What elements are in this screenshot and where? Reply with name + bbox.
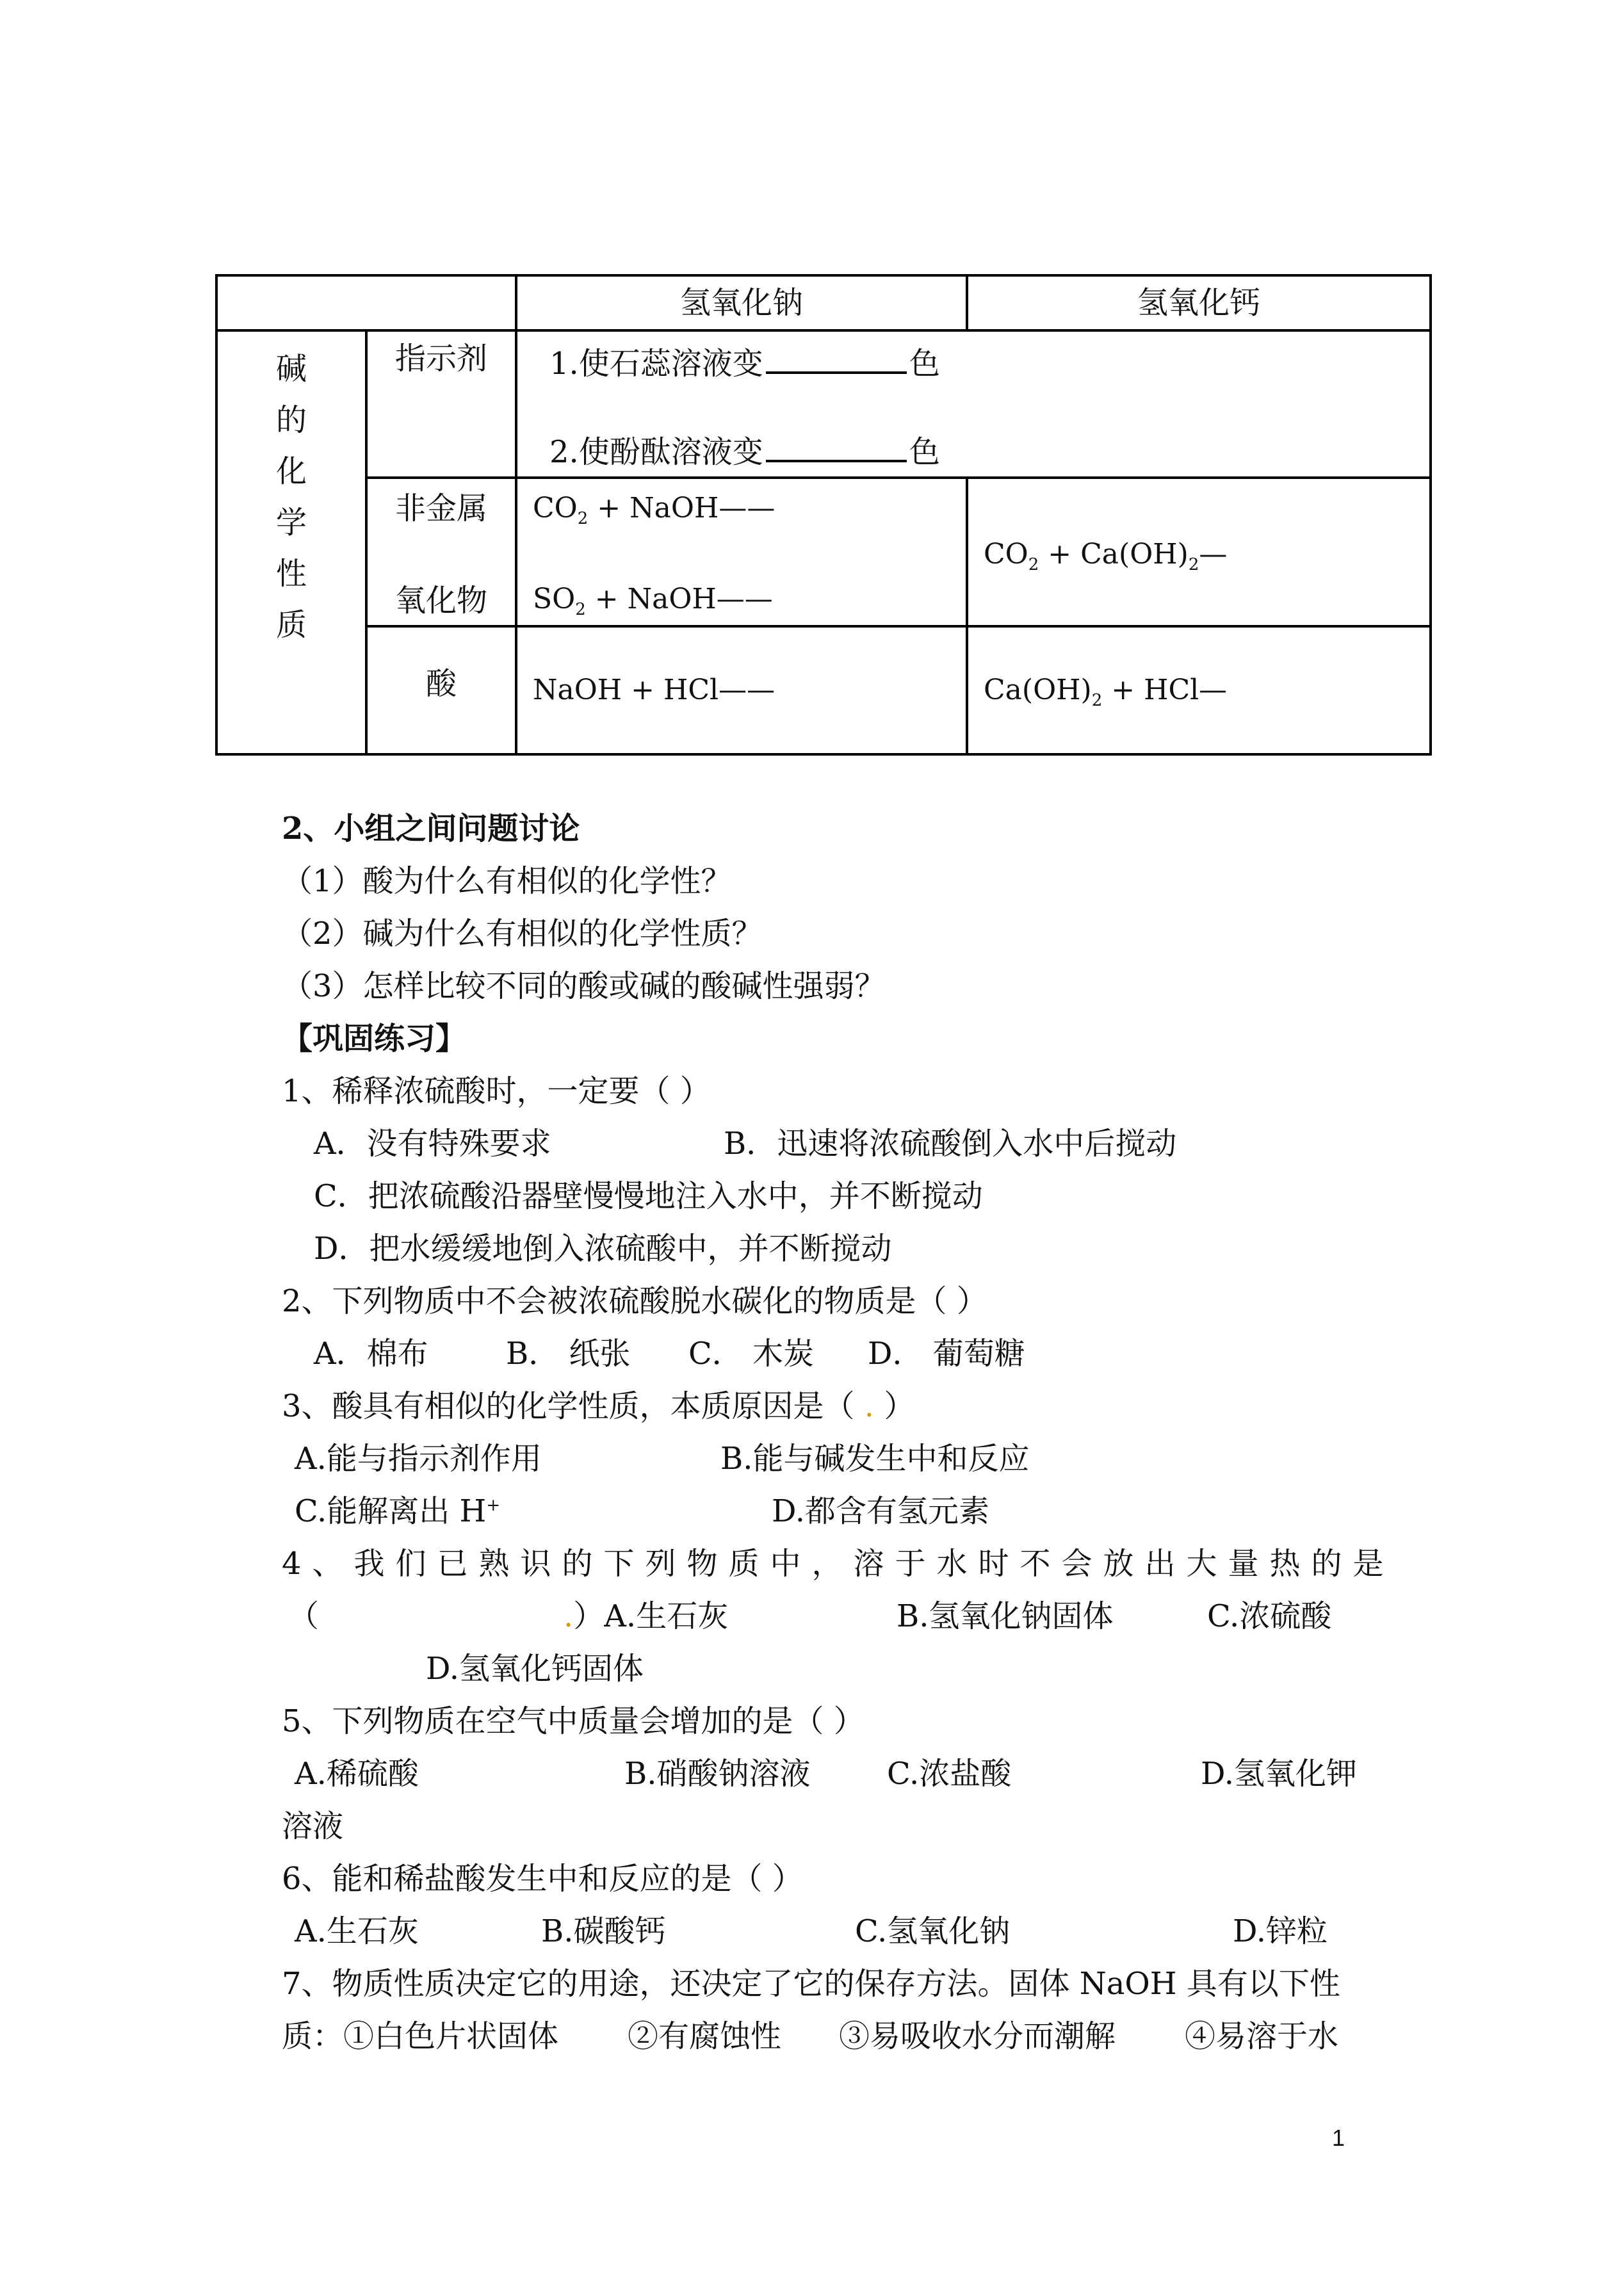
option-text: ）A.生石灰	[573, 1598, 729, 1634]
eq-text: —	[1199, 538, 1228, 571]
acid-label: 酸	[425, 666, 457, 702]
question-3-option-a: A.能与指示剂作用	[295, 1441, 542, 1477]
stray-dot: .	[564, 1598, 574, 1634]
eq-subscript: 2	[577, 508, 589, 528]
question-7-item-2: ②有腐蚀性	[628, 2018, 782, 2054]
caoh-hcl-equation	[984, 676, 1227, 709]
question-5-stem: 5、下列物质在空气中质量会增加的是（ ）	[282, 1703, 865, 1739]
question-2-stem: 2、下列物质中不会被浓硫酸脱水碳化的物质是（ ）	[282, 1283, 987, 1319]
eq-subscript: 2	[575, 599, 586, 619]
base-properties-table	[215, 274, 1432, 756]
nonmetal-oxide-naoh-cell	[516, 478, 967, 626]
stem-text: ）	[874, 1388, 915, 1424]
indicator-line-1-suffix: 色	[909, 346, 940, 382]
question-2-option-d: D． 葡萄糖	[868, 1336, 1025, 1372]
question-1-option-b: B．迅速将浓硫酸倒入水中后搅动	[724, 1126, 1177, 1162]
question-4-option-d: D.氢氧化钙固体	[426, 1651, 644, 1687]
discussion-question-2: （2）碱为什么有相似的化学性质？	[282, 916, 763, 952]
naoh-hcl-equation: NaOH + HCl——	[533, 674, 775, 706]
row-group-label: 碱的化学性质	[275, 351, 307, 643]
indicator-line-2	[549, 434, 940, 470]
header-caoh: 氢氧化钙	[967, 275, 1431, 330]
question-4-option-b: B.氢氧化钠固体	[897, 1598, 1114, 1634]
row-group-label-cell	[216, 330, 366, 754]
question-4-paren-open: （	[288, 1598, 320, 1634]
answer-blank[interactable]	[766, 434, 907, 462]
answer-blank[interactable]	[766, 346, 907, 374]
question-7-item-1: 质：①白色片状固体	[282, 2018, 559, 2054]
question-4-option-a	[564, 1598, 729, 1634]
question-5-option-b: B.硝酸钠溶液	[624, 1756, 811, 1792]
eq-subscript: 2	[1091, 690, 1103, 710]
discussion-heading: 2、小组之间问题讨论	[282, 811, 580, 847]
acid-naoh-cell	[516, 626, 967, 754]
practice-heading: 【巩固练习】	[282, 1021, 467, 1057]
question-5-option-d-continued: 溶液	[282, 1808, 344, 1844]
question-1-option-a: A．没有特殊要求	[314, 1126, 551, 1162]
question-2-option-c: C． 木炭	[688, 1336, 814, 1372]
question-5-option-c: C.浓盐酸	[887, 1756, 1012, 1792]
question-2-option-a: A．棉布	[314, 1336, 428, 1372]
question-3-stem	[282, 1388, 915, 1424]
indicator-content-cell	[516, 330, 1431, 478]
stray-dot: .	[854, 1388, 875, 1424]
indicator-label-cell	[366, 330, 516, 478]
question-3-option-c	[295, 1493, 501, 1529]
acid-label-cell	[366, 626, 516, 754]
table-corner-cell	[216, 275, 516, 330]
co2-naoh-equation	[533, 494, 775, 527]
question-3-option-b: B.能与碱发生中和反应	[720, 1441, 1030, 1477]
question-3-option-d: D.都含有氢元素	[772, 1493, 990, 1529]
superscript: +	[486, 1496, 501, 1515]
header-naoh: 氢氧化钠	[516, 275, 967, 330]
question-1-stem: 1、稀释浓硫酸时，一定要（ ）	[282, 1073, 711, 1109]
eq-text: SO	[533, 583, 576, 615]
option-text: C.能解离出 H	[295, 1493, 487, 1529]
indicator-label: 指示剂	[394, 341, 487, 377]
oxide-label: 氧化物	[394, 583, 487, 619]
question-7-item-3: ③易吸收水分而潮解	[839, 2018, 1116, 2054]
question-6-option-b: B.碳酸钙	[541, 1913, 666, 1949]
question-4-option-c: C.浓硫酸	[1207, 1598, 1332, 1634]
discussion-question-3: （3）怎样比较不同的酸或碱的酸碱性强弱？	[282, 968, 886, 1004]
question-5-option-a: A.稀硫酸	[295, 1756, 419, 1792]
question-6-option-d: D.锌粒	[1233, 1913, 1328, 1949]
question-1-option-d: D．把水缓缓地倒入浓硫酸中，并不断搅动	[314, 1231, 892, 1267]
eq-subscript: 2	[1028, 555, 1039, 574]
indicator-line-2-suffix: 色	[909, 434, 940, 470]
eq-text: + NaOH——	[588, 492, 775, 524]
eq-subscript: 2	[1188, 555, 1199, 574]
indicator-line-1-text: 1.使石蕊溶液变	[549, 346, 763, 382]
eq-text: CO	[533, 492, 578, 524]
eq-text: + NaOH——	[585, 583, 773, 615]
acid-caoh-cell	[967, 626, 1431, 754]
nonmetal-oxide-label-cell	[366, 478, 516, 626]
question-6-stem: 6、能和稀盐酸发生中和反应的是（ ）	[282, 1861, 803, 1897]
indicator-line-1	[549, 346, 940, 382]
question-4-stem: 4、我们已熟识的下列物质中，溶于水时不会放出大量热的是	[282, 1546, 1395, 1582]
question-7-line-1: 7、物质性质决定它的用途，还决定了它的保存方法。固体 NaOH 具有以下性	[282, 1966, 1340, 2002]
eq-text: + HCl—	[1102, 674, 1228, 706]
so2-naoh-equation	[533, 585, 773, 618]
eq-text: Ca(OH)	[984, 674, 1092, 706]
discussion-question-1: （1）酸为什么有相似的化学性？	[282, 863, 732, 899]
eq-text: + Ca(OH)	[1039, 538, 1189, 571]
eq-text: CO	[984, 538, 1028, 571]
question-6-option-a: A.生石灰	[295, 1913, 419, 1949]
question-7-item-4: ④易溶于水	[1185, 2018, 1339, 2054]
nonmetal-oxide-caoh-cell	[967, 478, 1431, 626]
indicator-line-2-text: 2.使酚酞溶液变	[549, 434, 763, 470]
question-1-option-c: C．把浓硫酸沿器壁慢慢地注入水中，并不断搅动	[314, 1178, 983, 1214]
co2-caoh-equation	[984, 540, 1227, 573]
question-5-option-d: D.氢氧化钾	[1201, 1756, 1358, 1792]
nonmetal-label: 非金属	[394, 491, 487, 526]
question-6-option-c: C.氢氧化钠	[855, 1913, 1011, 1949]
question-2-option-b: B． 纸张	[506, 1336, 631, 1372]
page-number: 1	[1332, 2125, 1345, 2151]
stem-text: 3、酸具有相似的化学性质，本质原因是（	[282, 1388, 855, 1424]
